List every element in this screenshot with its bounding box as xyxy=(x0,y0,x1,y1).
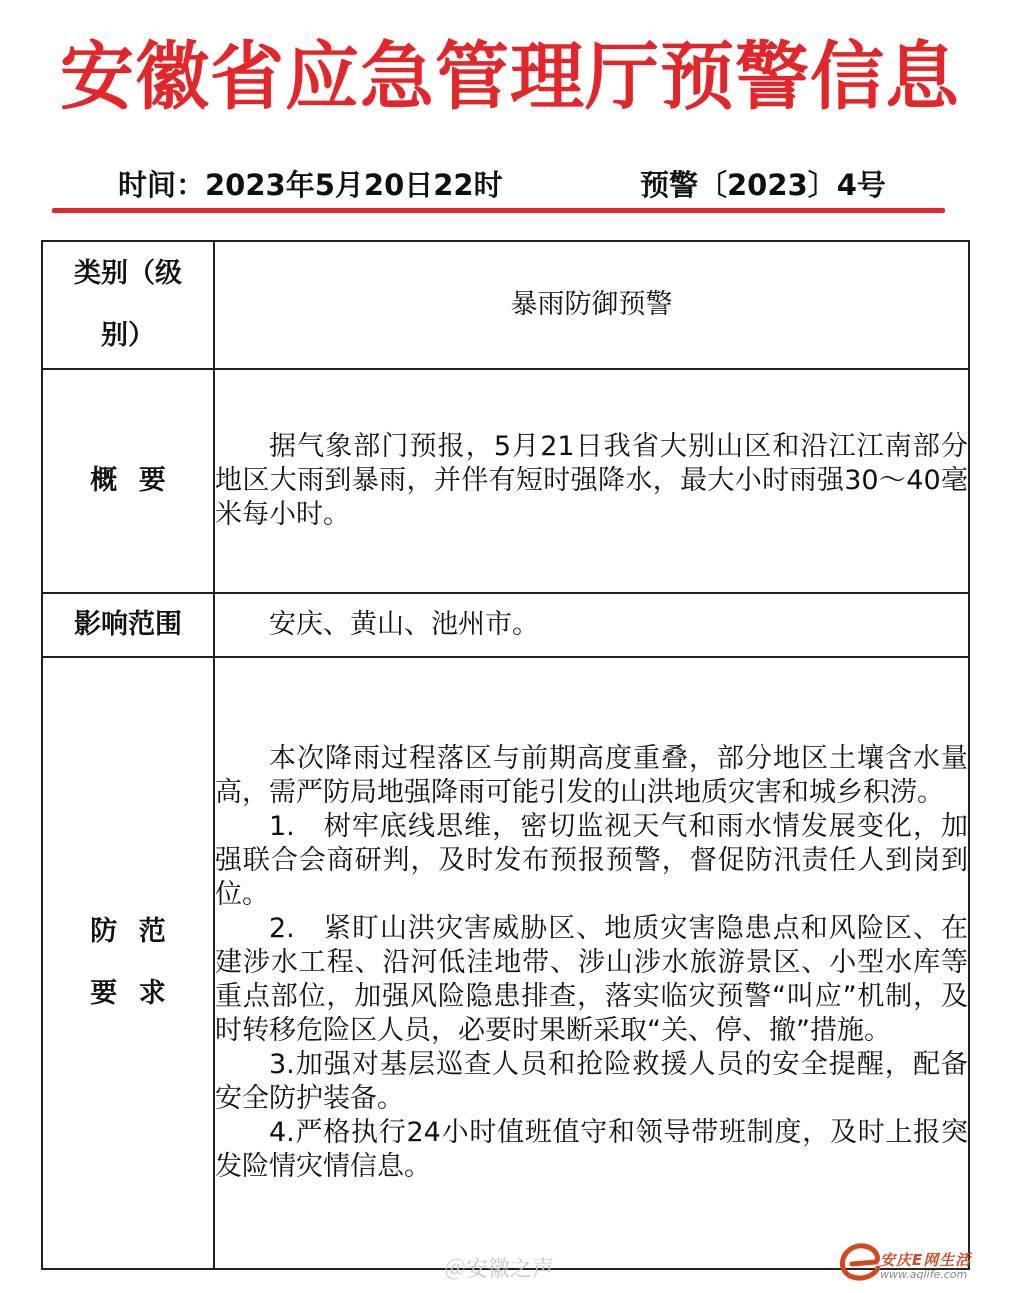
header-divider xyxy=(52,208,945,213)
category-value: 暴雨防御预警 xyxy=(214,241,969,369)
summary-text: 据气象部门预报，5月21日我省大别山区和沿江江南部分地区大雨到暴雨，并伴有短时强降水，最大小时雨强30～40毫米每小时。 xyxy=(215,431,968,530)
logo-url: www.aqlife.com xyxy=(880,1268,968,1281)
warning-number: 预警〔2023〕4号 xyxy=(640,168,886,202)
summary-label: 概要 xyxy=(90,465,188,496)
category-label-line2: 别） xyxy=(101,320,155,351)
category-label xyxy=(42,241,214,369)
requirements-label xyxy=(42,657,214,1269)
scope-row xyxy=(42,593,969,657)
issue-time: 时间：2023年5月20日22时 xyxy=(118,168,503,202)
summary-row xyxy=(42,369,969,593)
scope-label: 影响范围 xyxy=(42,593,214,657)
logo-e-icon xyxy=(838,1238,886,1284)
logo-text: 安庆E网生活 xyxy=(880,1251,972,1269)
weibo-watermark: ＠安徽之声 xyxy=(444,1257,555,1282)
category-row xyxy=(42,241,969,369)
category-label-line1: 类别（级 xyxy=(74,258,182,289)
warning-table xyxy=(41,240,970,1270)
requirement-item: 4.严格执行24小时值班值守和领导带班制度，及时上报突发险情灾情信息。 xyxy=(215,1117,968,1182)
requirement-item: 2. 紧盯山洪灾害威胁区、地质灾害隐患点和风险区、在建涉水工程、沿河低洼地带、涉山涉水旅游景区、小型水库等重点部位，加强风险隐患排查，落实临灾预警“叫应”机制，及时转移危险区人员，必要时果断采取“关、停、撤”措施。 xyxy=(215,913,968,1046)
requirements-label-line2: 要求 xyxy=(90,978,188,1009)
requirement-item: 3.加强对基层巡查人员和抢险救援人员的安全提醒，配备安全防护装备。 xyxy=(215,1049,968,1114)
requirements-row xyxy=(42,657,969,1269)
requirements-label-line1: 防范 xyxy=(90,916,188,947)
scope-text: 安庆、黄山、池州市。 xyxy=(269,609,539,640)
requirement-item: 1. 树牢底线思维，密切监视天气和雨水情发展变化，加强联合会商研判，及时发布预报预警，督促防汛责任人到岗到位。 xyxy=(215,811,968,910)
requirements-intro: 本次降雨过程落区与前期高度重叠，部分地区土壤含水量高，需严防局地强降雨可能引发的山洪地质灾害和城乡积涝。 xyxy=(215,743,968,808)
page-title: 安徽省应急管理厅预警信息 xyxy=(60,34,960,120)
